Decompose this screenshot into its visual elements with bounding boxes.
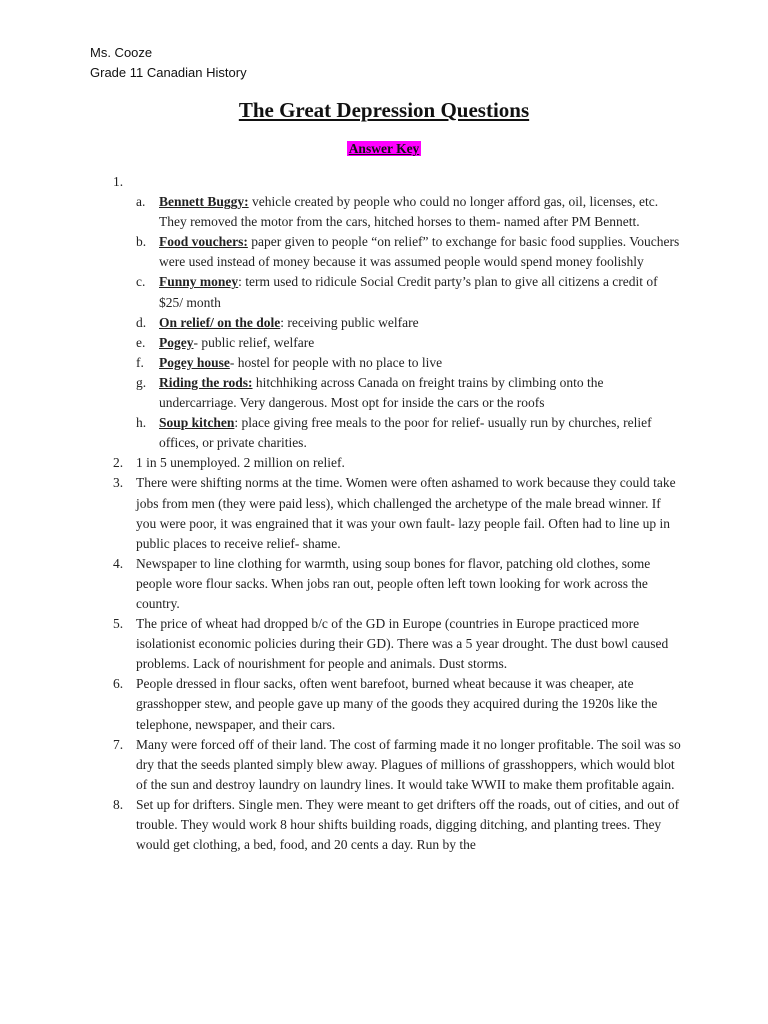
term-definition: vehicle created by people who could no longer afford gas, oil, licenses, etc. They removed the motor from the cars, hitched horses to them- named after PM Bennett. <box>159 194 659 230</box>
term-item-h <box>0 413 768 453</box>
term-definition: : receiving public welfare <box>280 314 419 330</box>
term-definition: : place giving free meals to the poor for relief- usually run by churches, relief offices, or private charities. <box>159 415 652 451</box>
term-letter: f. <box>136 354 144 370</box>
term-letter: c. <box>136 274 146 290</box>
answer-text: People dressed in flour sacks, often went barefoot, burned wheat because it was cheaper, ate grasshopper stew, and people gave up many of the goods they acquired during the 1920s like the telephone, newspaper, and their cars. <box>136 676 658 732</box>
answer-text: There were shifting norms at the time. Women were often ashamed to work because they could take jobs from men (they were paid less), which challenged the archetype of the male bread winner. If you were poor, it was engrained that it was your own fault- lazy people fail. Often had to line up in public places to receive relief- shame. <box>136 475 676 551</box>
answer-item-2 <box>0 453 768 473</box>
answer-number: 8. <box>113 796 124 812</box>
term-definition: paper given to people “on relief” to exchange for basic food supplies. Vouchers were used instead of money because it was assumed people would spend money foolishly <box>159 234 680 270</box>
answer-number: 4. <box>113 555 124 571</box>
term-name: Riding the rods: <box>159 374 253 390</box>
answer-item-1 <box>0 172 768 192</box>
answer-item-6 <box>0 674 768 734</box>
term-letter: a. <box>136 194 146 210</box>
term-item-f <box>0 353 768 373</box>
term-entry <box>159 232 684 272</box>
teacher-name: Ms. Cooze <box>90 45 153 60</box>
answer-list <box>0 172 768 855</box>
answer-item-4 <box>0 554 768 614</box>
term-definition: : term used to ridicule Social Credit party’s plan to give all citizens a credit of $25/ month <box>159 274 658 310</box>
answer-item-3 <box>0 473 768 553</box>
document-header <box>90 43 247 83</box>
answer-text: Many were forced off of their land. The cost of farming made it no longer profitable. The soil was so dry that the seeds planted simply blew away. Plagues of millions of grasshoppers, which would blot of the sun and destroy laundry on laundry lines. It would take WWII to make them profitable again. <box>136 736 681 792</box>
term-name: On relief/ on the dole <box>159 314 281 330</box>
document-title: The Great Depression Questions <box>238 98 530 122</box>
term-name: Bennett Buggy: <box>159 194 249 210</box>
term-item-b <box>0 232 768 272</box>
term-letter: b. <box>136 234 147 250</box>
term-definition: hitchhiking across Canada on freight trains by climbing onto the undercarriage. Very dangerous. Most opt for inside the cars or the roofs <box>159 374 604 411</box>
term-letter: d. <box>136 314 147 330</box>
term-entry <box>159 413 684 453</box>
answer-number: 3. <box>113 475 124 491</box>
term-name: Soup kitchen <box>159 415 235 431</box>
answer-number: 7. <box>113 736 124 752</box>
answer-key-label: Answer Key <box>348 141 420 156</box>
term-letter: h. <box>136 415 147 431</box>
term-letter: e. <box>136 334 146 350</box>
answer-number: 5. <box>113 616 124 632</box>
answer-item-8 <box>0 795 768 855</box>
term-entry <box>159 192 684 232</box>
term-item-a <box>0 192 768 232</box>
term-name: Pogey house <box>159 354 230 370</box>
term-entry <box>159 313 684 333</box>
term-name: Funny money <box>159 274 239 290</box>
answer-number: 6. <box>113 676 124 692</box>
answer-number: 2. <box>113 455 124 471</box>
term-item-e <box>0 333 768 353</box>
answer-text: 1 in 5 unemployed. 2 million on relief. <box>136 455 345 471</box>
term-entry <box>159 353 684 373</box>
course-name: Grade 11 Canadian History <box>90 65 247 80</box>
term-entry <box>159 333 684 353</box>
answer-text: Newspaper to line clothing for warmth, using soup bones for flavor, patching old clothes, some people wore flour sacks. When jobs ran out, people often left town looking for work across the country. <box>136 555 651 611</box>
answer-text <box>136 172 684 192</box>
answer-text: The price of wheat had dropped b/c of the GD in Europe (countries in Europe practiced more isolationist economic policies during their GD). There was a 5 year drought. The dust bowl caused problems. Lack of nourishment for people and animals. Dust storms. <box>136 616 669 672</box>
term-name: Food vouchers: <box>159 234 248 250</box>
term-name: Pogey <box>159 334 194 350</box>
term-item-d <box>0 313 768 333</box>
answer-item-5 <box>0 614 768 674</box>
answer-key-heading <box>0 140 768 158</box>
answer-number: 1. <box>113 174 124 189</box>
term-definition: - public relief, welfare <box>193 334 315 350</box>
term-item-g <box>0 373 768 413</box>
answer-text: Set up for drifters. Single men. They were meant to get drifters off the roads, out of cities, and out of trouble. They would work 8 hour shifts building roads, digging ditching, and planting trees. They would get clothing, a bed, food, and 20 cents a day. Run by the <box>136 796 680 853</box>
term-definition: - hostel for people with no place to live <box>229 354 443 370</box>
term-letter: g. <box>136 374 147 390</box>
term-entry <box>159 373 684 413</box>
term-item-c <box>0 272 768 312</box>
answer-item-7 <box>0 735 768 795</box>
term-entry <box>159 272 684 312</box>
